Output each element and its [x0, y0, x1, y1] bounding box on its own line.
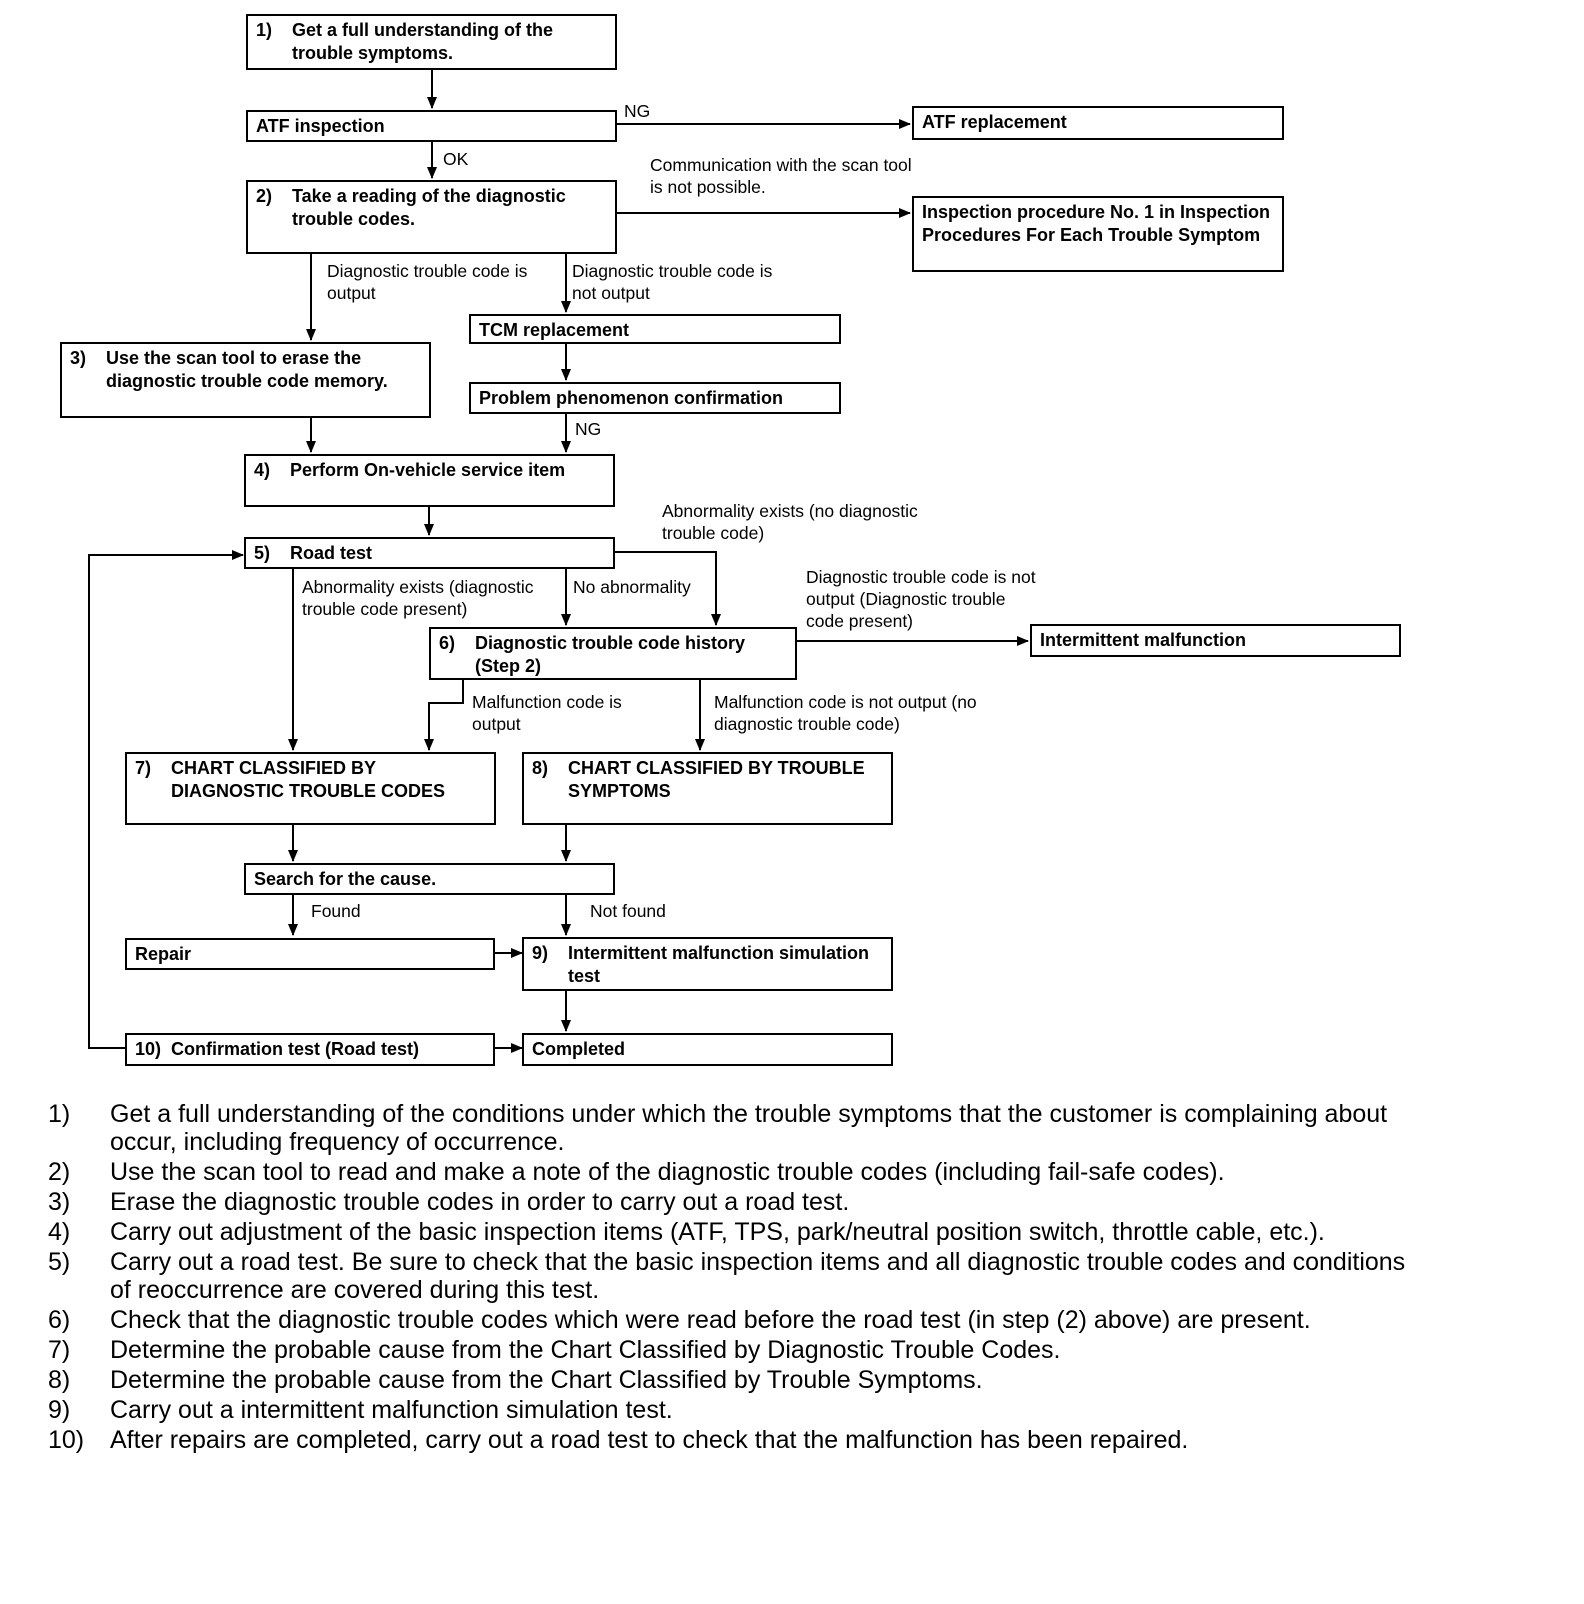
label-malfunction-output: Malfunction code is output	[472, 692, 622, 734]
label-found: Found	[311, 901, 361, 921]
problem-confirmation-box: Problem phenomenon confirmation	[469, 382, 841, 414]
step-10-box: 10) Confirmation test (Road test)	[125, 1033, 495, 1066]
list-item: 2) Use the scan tool to read and make a note of the diagnostic trouble codes (including fail-safe codes).	[48, 1158, 1225, 1186]
inspection-procedure-1-box: Inspection procedure No. 1 in Inspection Procedures For Each Trouble Symptom	[912, 196, 1284, 272]
label-not-found: Not found	[590, 901, 666, 921]
label-abnormality-no-dtc: Abnormality exists (no diagnostic trouble code)	[662, 501, 918, 543]
label-abnormality-dtc: Abnormality exists (diagnostic trouble code present)	[302, 577, 534, 619]
list-item: 3) Erase the diagnostic trouble codes in order to carry out a road test.	[48, 1188, 850, 1216]
atf-inspection-box: ATF inspection	[246, 110, 617, 142]
list-item: 8) Determine the probable cause from the Chart Classified by Trouble Symptoms.	[48, 1366, 983, 1394]
label-no-abnormality: No abnormality	[573, 577, 691, 597]
list-item: 10) After repairs are completed, carry out a road test to check that the malfunction has been repaired.	[48, 1426, 1189, 1454]
step-7-box: 7) CHART CLASSIFIED BY DIAGNOSTIC TROUBLE CODES	[125, 752, 496, 825]
label-ppc-ng: NG	[575, 419, 602, 439]
label-comm-not-possible: Communication with the scan tool is not possible.	[650, 155, 912, 197]
tcm-replacement-box: TCM replacement	[469, 314, 841, 344]
label-atf-ok: OK	[443, 149, 469, 169]
step-5-box: 5) Road test	[244, 537, 615, 569]
list-item: 1) Get a full understanding of the conditions under which the trouble symptoms that the customer is complaining about occur, including frequency of occurrence.	[48, 1100, 1388, 1156]
completed-box: Completed	[522, 1033, 893, 1066]
step-3-box: 3) Use the scan tool to erase the diagnostic trouble code memory.	[60, 342, 431, 418]
step-4-box: 4) Perform On-vehicle service item	[244, 454, 615, 507]
list-item: 7) Determine the probable cause from the Chart Classified by Diagnostic Trouble Codes.	[48, 1336, 1061, 1364]
step-8-box: 8) CHART CLASSIFIED BY TROUBLE SYMPTOMS	[522, 752, 893, 825]
step-notes-list	[48, 1100, 1418, 1456]
step-1-box: 1) Get a full understanding of the trouble symptoms.	[246, 14, 617, 70]
connector-6-to-7	[429, 680, 463, 750]
list-item: 4) Carry out adjustment of the basic inspection items (ATF, TPS, park/neutral position switch, throttle cable, etc.).	[48, 1218, 1325, 1246]
intermittent-malfunction-box: Intermittent malfunction	[1030, 624, 1401, 657]
step-6-box: 6) Diagnostic trouble code history (Step 2)	[429, 627, 797, 680]
label-malfunction-not-output: Malfunction code is not output (no diagnostic trouble code)	[714, 692, 977, 734]
label-dtc-history-not-output: Diagnostic trouble code is not output (Diagnostic trouble code present)	[806, 567, 1036, 631]
step-9-box: 9) Intermittent malfunction simulation test	[522, 937, 893, 991]
step-2-box: 2) Take a reading of the diagnostic trouble codes.	[246, 180, 617, 254]
list-item: 5) Carry out a road test. Be sure to check that the basic inspection items and all diagnostic trouble codes and conditions of reoccurrence are covered during this test.	[48, 1248, 1406, 1304]
label-dtc-not-output: Diagnostic trouble code is not output	[572, 261, 773, 303]
label-dtc-output: Diagnostic trouble code is output	[327, 261, 528, 303]
list-item: 6) Check that the diagnostic trouble codes which were read before the road test (in step (2) above) are present.	[48, 1306, 1311, 1334]
search-cause-box: Search for the cause.	[244, 863, 615, 895]
list-item: 9) Carry out a intermittent malfunction simulation test.	[48, 1396, 673, 1424]
atf-replacement-box: ATF replacement	[912, 106, 1284, 140]
repair-box: Repair	[125, 938, 495, 970]
label-atf-ng: NG	[624, 101, 651, 121]
